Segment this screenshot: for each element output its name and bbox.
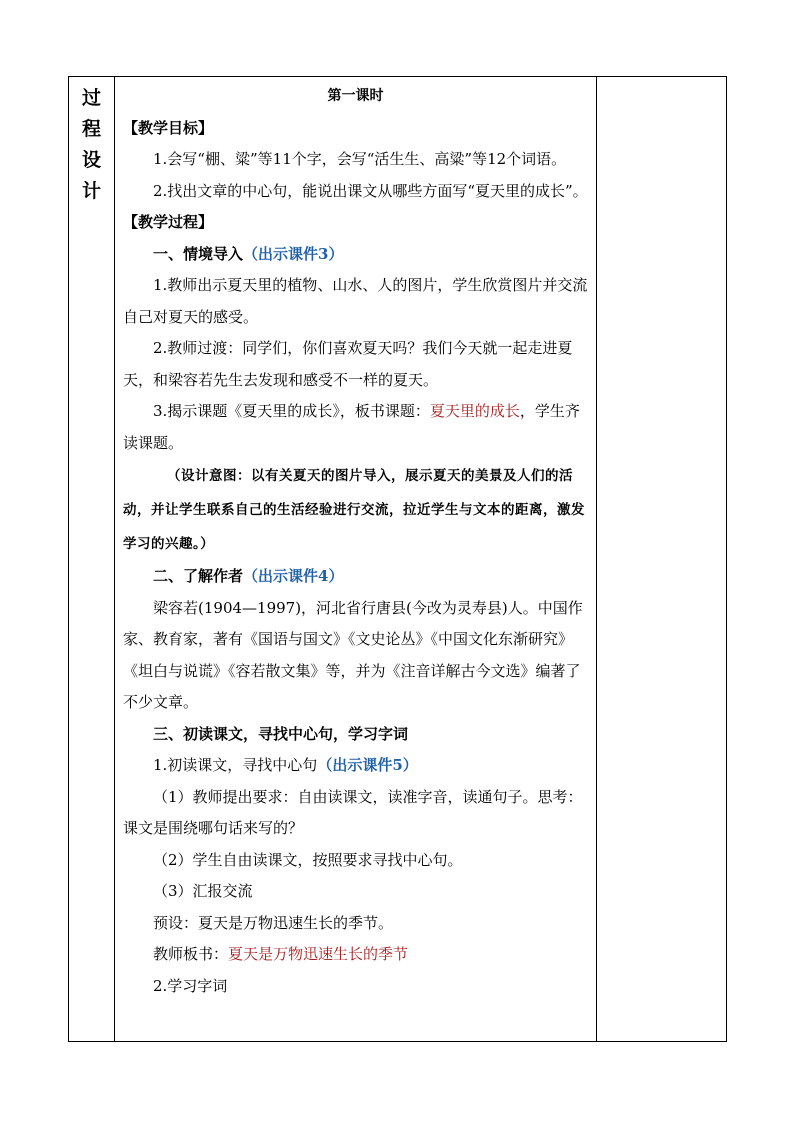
side-label-char: 计 bbox=[81, 180, 101, 202]
section-3-step-2: 2.学习字词 bbox=[153, 976, 228, 995]
notes-cell bbox=[597, 77, 727, 1042]
section-3-heading: 三、初读课文，寻找中心句，学习字词 bbox=[153, 724, 409, 743]
section-1-title: 一、情境导入 bbox=[153, 244, 244, 263]
section-2-heading bbox=[123, 561, 588, 593]
design-intent-note: （设计意图：以有关夏天的图片导入，展示夏天的美景及人们的活动，并让学生联系自己的生活经验进行交流，拉近学生与文本的距离，激发学习的兴趣。） bbox=[123, 468, 585, 552]
section-1-para-2: 2.教师过渡：同学们，你们喜欢夏天吗？我们今天就一起走进夏天，和梁容若先生去发现和感受不一样的夏天。 bbox=[123, 339, 573, 389]
para-text: 教师板书： bbox=[153, 945, 229, 963]
goals-heading: 【教学目标】 bbox=[123, 118, 214, 137]
preset-answer: 预设：夏天是万物迅速生长的季节。 bbox=[153, 913, 394, 932]
table-row bbox=[69, 77, 727, 1042]
author-intro: 梁容若(1904—1997)，河北省行唐县(今改为灵寿县)人。中国作家、教育家，著有《国语与国文》《文史论丛》《中国文化东渐研究》《坦白与说谎》《容若散文集》等，并为《注音详解古今文选》编著了不少文章。 bbox=[123, 598, 583, 711]
board-sentence-highlight: 夏天是万物迅速生长的季节 bbox=[228, 945, 409, 963]
goal-2: 2.找出文章的中心句，能说出课文从哪些方面写“夏天里的成长”。 bbox=[153, 181, 588, 200]
process-heading: 【教学过程】 bbox=[123, 213, 214, 231]
section-1-heading bbox=[123, 239, 588, 271]
process-design-label-cell bbox=[69, 77, 115, 1042]
para-text: 3.揭示课题《夏天里的成长》，板书课题： bbox=[153, 402, 430, 420]
side-label-char: 设 bbox=[81, 149, 101, 171]
section-2-slide-ref: （出示课件4） bbox=[243, 567, 344, 585]
section-2-title: 二、了解作者 bbox=[153, 567, 244, 585]
section-3-slide-ref: （出示课件5） bbox=[317, 756, 418, 774]
board-title-highlight: 夏天里的成长 bbox=[429, 402, 520, 420]
section-1-slide-ref: （出示课件3） bbox=[243, 244, 344, 263]
section-3-item-3: （3）汇报交流 bbox=[153, 882, 253, 900]
section-1-para-1: 1.教师出示夏天里的植物、山水、人的图片，学生欣赏图片并交流自己对夏天的感受。 bbox=[123, 276, 588, 326]
section-3-step-1 bbox=[123, 750, 588, 782]
para-text: ，学生齐读课题。 bbox=[123, 402, 580, 452]
section-1-para-3 bbox=[123, 396, 588, 459]
lesson-plan-table bbox=[68, 76, 727, 1042]
goal-1: 1.会写“棚、粱”等11个字，会写“活生生、高粱”等12个词语。 bbox=[153, 150, 567, 168]
section-3-item-2: （2）学生自由读课文，按照要求寻找中心句。 bbox=[153, 850, 463, 869]
section-3-item-1: （1）教师提出要求：自由读课文，读准字音，读通句子。思考：课文是围绕哪句话来写的？ bbox=[123, 787, 583, 837]
side-label-char: 程 bbox=[81, 118, 101, 140]
teacher-board-note bbox=[123, 939, 588, 971]
lesson-content-cell bbox=[115, 77, 597, 1042]
side-label-char: 过 bbox=[81, 87, 101, 109]
lesson-title: 第一课时 bbox=[327, 88, 384, 104]
para-text: 1.初读课文，寻找中心句 bbox=[153, 756, 318, 774]
